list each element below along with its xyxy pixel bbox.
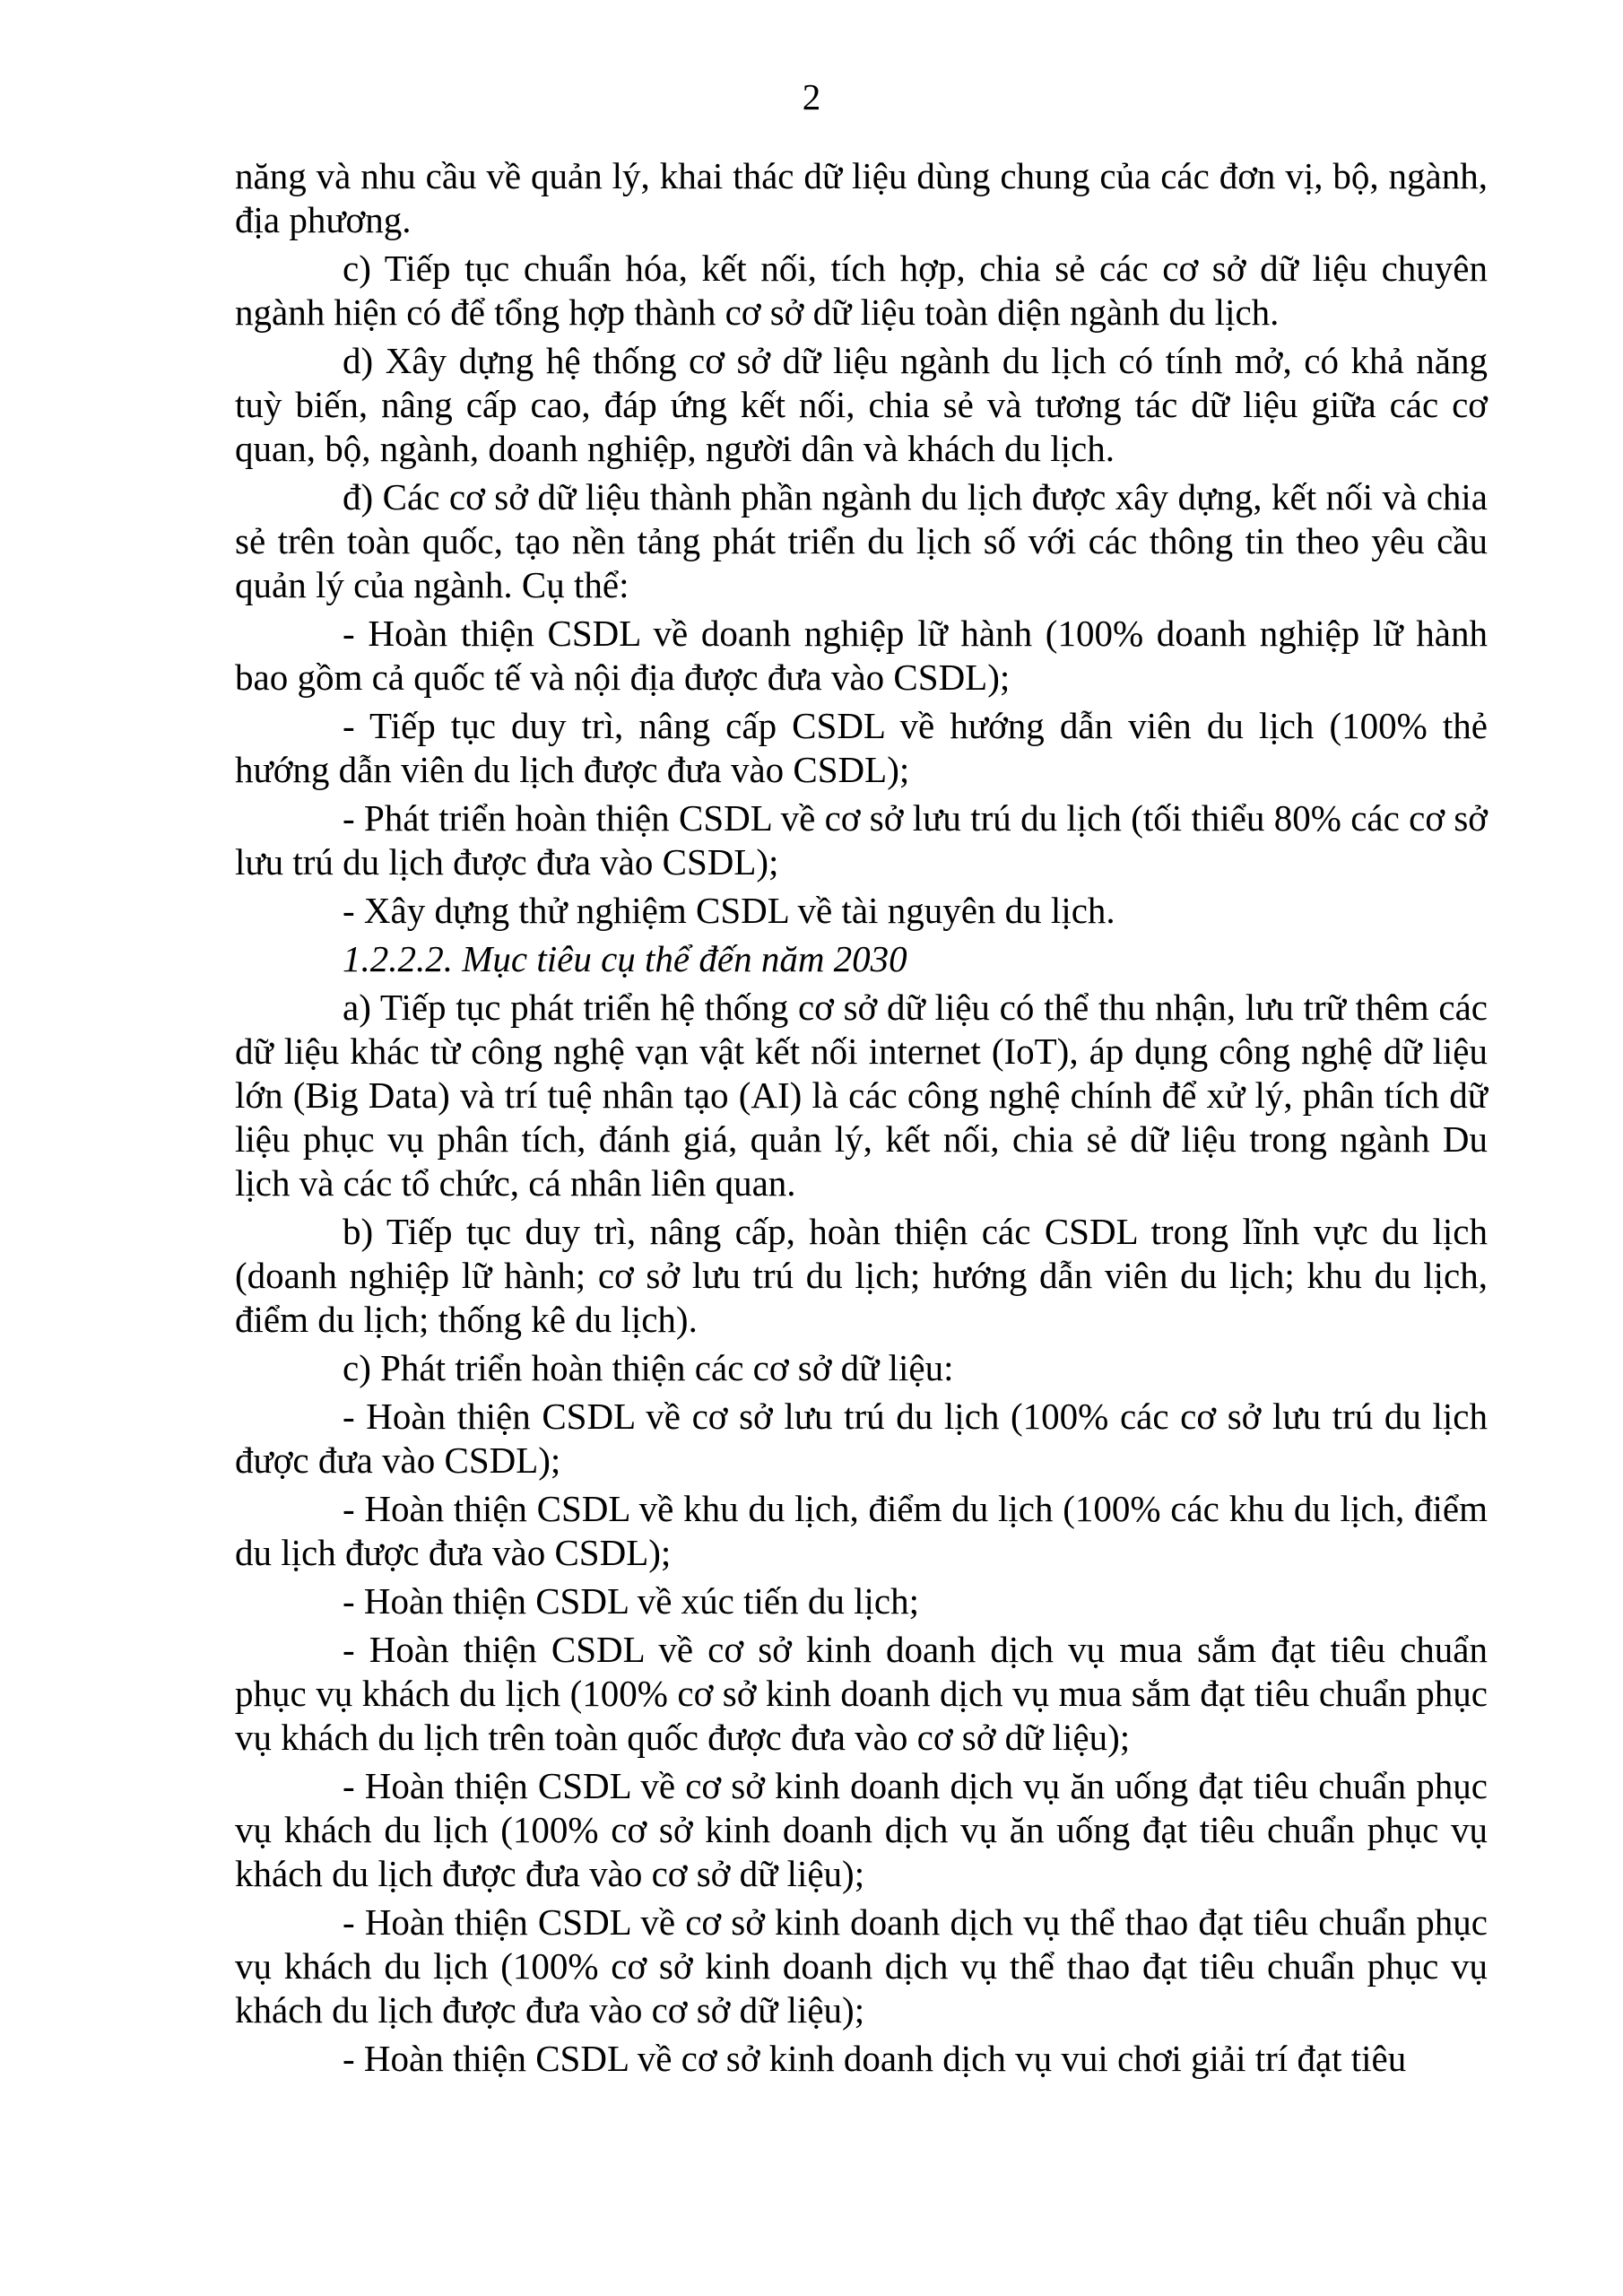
list-item: - Phát triển hoàn thiện CSDL về cơ sở lưu trú du lịch (tối thiểu 80% các cơ sở lưu trú du lịch được đưa vào CSDL); xyxy=(235,797,1488,883)
list-item: - Hoàn thiện CSDL về cơ sở lưu trú du lịch (100% các cơ sở lưu trú du lịch được đưa vào CSDL); xyxy=(235,1396,1488,1481)
list-item: - Hoàn thiện CSDL về doanh nghiệp lữ hành (100% doanh nghiệp lữ hành bao gồm cả quốc tế và nội địa được đưa vào CSDL); xyxy=(235,613,1488,698)
paragraph: b) Tiếp tục duy trì, nâng cấp, hoàn thiện các CSDL trong lĩnh vực du lịch (doanh nghiệp lữ hành; cơ sở lưu trú du lịch; hướng dẫn viên du lịch; khu du lịch, điểm du lịch; thống kê du lịch). xyxy=(235,1211,1488,1340)
document-body xyxy=(235,154,1488,2085)
list-item: - Hoàn thiện CSDL về khu du lịch, điểm du lịch (100% các khu du lịch, điểm du lịch được đưa vào CSDL); xyxy=(235,1488,1488,1573)
list-item: - Hoàn thiện CSDL về cơ sở kinh doanh dịch vụ ăn uống đạt tiêu chuẩn phục vụ khách du lịch (100% cơ sở kinh doanh dịch vụ ăn uống đạt tiêu chuẩn phục vụ khách du lịch được đưa vào cơ sở dữ liệu); xyxy=(235,1765,1488,1894)
paragraph: c) Phát triển hoàn thiện các cơ sở dữ liệu: xyxy=(343,1347,954,1388)
list-item: - Xây dựng thử nghiệm CSDL về tài nguyên du lịch. xyxy=(343,890,1115,931)
paragraph: năng và nhu cầu về quản lý, khai thác dữ liệu dùng chung của các đơn vị, bộ, ngành, địa phương. xyxy=(235,155,1488,240)
list-item: - Hoàn thiện CSDL về xúc tiến du lịch; xyxy=(343,1580,919,1622)
paragraph: đ) Các cơ sở dữ liệu thành phần ngành du lịch được xây dựng, kết nối và chia sẻ trên toàn quốc, tạo nền tảng phát triển du lịch số với các thông tin theo yêu cầu quản lý của ngành. Cụ thể: xyxy=(235,476,1488,605)
list-item: - Hoàn thiện CSDL về cơ sở kinh doanh dịch vụ vui chơi giải trí đạt tiêu xyxy=(343,2038,1407,2079)
paragraph: d) Xây dựng hệ thống cơ sở dữ liệu ngành du lịch có tính mở, có khả năng tuỳ biến, nâng cấp cao, đáp ứng kết nối, chia sẻ và tương tác dữ liệu giữa các cơ quan, bộ, ngành, doanh nghiệp, người dân và khách du lịch. xyxy=(235,340,1488,469)
page-number: 2 xyxy=(802,76,821,117)
list-item: - Hoàn thiện CSDL về cơ sở kinh doanh dịch vụ mua sắm đạt tiêu chuẩn phục vụ khách du lịch (100% cơ sở kinh doanh dịch vụ mua sắm đạt tiêu chuẩn phục vụ khách du lịch trên toàn quốc được đưa vào cơ sở dữ liệu); xyxy=(235,1629,1488,1758)
section-heading: 1.2.2.2. Mục tiêu cụ thể đến năm 2030 xyxy=(343,938,907,979)
paragraph: a) Tiếp tục phát triển hệ thống cơ sở dữ liệu có thể thu nhận, lưu trữ thêm các dữ liệu khác từ công nghệ vạn vật kết nối internet (IoT), áp dụng công nghệ dữ liệu lớn (Big Data) và trí tuệ nhân tạo (AI) là các công nghệ chính để xử lý, phân tích dữ liệu phục vụ phân tích, đánh giá, quản lý, kết nối, chia sẻ dữ liệu trong ngành Du lịch và các tổ chức, cá nhân liên quan. xyxy=(235,987,1488,1204)
paragraph: c) Tiếp tục chuẩn hóa, kết nối, tích hợp, chia sẻ các cơ sở dữ liệu chuyên ngành hiện có để tổng hợp thành cơ sở dữ liệu toàn diện ngành du lịch. xyxy=(235,248,1488,333)
list-item: - Hoàn thiện CSDL về cơ sở kinh doanh dịch vụ thể thao đạt tiêu chuẩn phục vụ khách du lịch (100% cơ sở kinh doanh dịch vụ thể thao đạt tiêu chuẩn phục vụ khách du lịch được đưa vào cơ sở dữ liệu); xyxy=(235,1901,1488,2031)
list-item: - Tiếp tục duy trì, nâng cấp CSDL về hướng dẫn viên du lịch (100% thẻ hướng dẫn viên du lịch được đưa vào CSDL); xyxy=(235,705,1488,790)
